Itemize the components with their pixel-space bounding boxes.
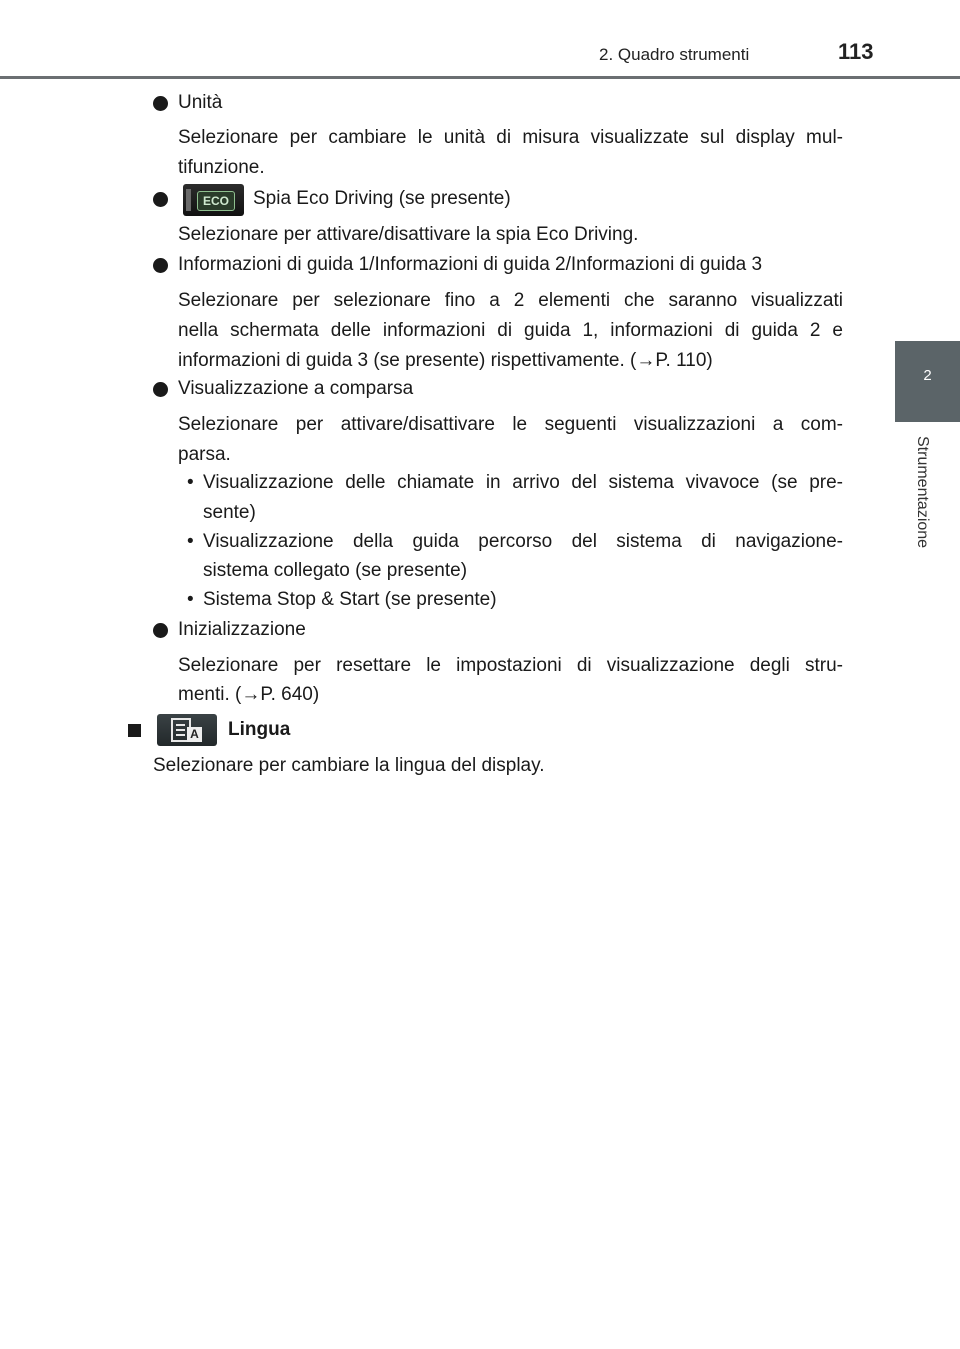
section-title-lingua: Lingua — [228, 719, 291, 740]
sub-bullet: • — [187, 531, 194, 552]
item-desc-unita — [178, 123, 843, 153]
item-desc-init — [178, 651, 843, 681]
sub-line: Visualizzazione delle chiamate in arrivo del sistema vivavoce (se pre- — [203, 472, 843, 493]
language-icon-letter: A — [187, 727, 202, 742]
sub-line: sente) — [203, 502, 256, 523]
bullet-icon — [153, 258, 168, 273]
sub-item-text: Sistema Stop & Start (se presente) — [203, 589, 497, 610]
section-desc-lingua: Selezionare per cambiare la lingua del display. — [153, 755, 545, 776]
sub-line: Visualizzazione della guida percorso del sistema di navigazione- — [203, 531, 843, 552]
section-title: 2. Quadro strumenti — [599, 45, 750, 64]
chapter-label-text: Strumentazione — [914, 436, 931, 549]
item-desc-info — [178, 286, 843, 346]
desc-line: nella schermata delle informazioni di guida 1, informazioni di guida 2 e — [178, 320, 843, 341]
item-title-eco: Spia Eco Driving (se presente) — [253, 188, 511, 209]
item-desc-eco: Selezionare per attivare/disattivare la spia Eco Driving. — [178, 224, 639, 245]
sub-item-text — [203, 468, 843, 498]
eco-icon-badge: ECO — [197, 191, 235, 211]
chapter-tab — [895, 341, 960, 422]
sub-item-text — [203, 527, 843, 557]
sub-line: sistema collegato (se presente) — [203, 560, 468, 581]
desc-line: Selezionare per attivare/disattivare le seguenti visualizzazioni a com- — [178, 414, 843, 435]
chapter-number: 2 — [923, 367, 932, 384]
desc-line: Selezionare per cambiare le unità di misura visualizzate sul display mul- — [178, 127, 843, 148]
desc-line: tifunzione. — [178, 157, 265, 178]
eco-icon-stripe — [186, 189, 191, 211]
sub-bullet: • — [187, 589, 194, 610]
page-number: 113 — [838, 39, 874, 64]
chapter-label — [913, 436, 933, 566]
item-title-popup: Visualizzazione a comparsa — [178, 378, 414, 399]
desc-line: informazioni di guida 3 (se presente) rispettivamente. (→P. 110) — [178, 350, 713, 371]
header-divider — [0, 76, 960, 79]
bullet-icon — [153, 192, 168, 207]
item-desc-popup — [178, 410, 843, 440]
desc-line: Selezionare per selezionare fino a 2 elementi che saranno visualizzati — [178, 290, 843, 311]
bullet-icon — [153, 382, 168, 397]
desc-line: parsa. — [178, 444, 231, 465]
desc-line: menti. (→P. 640) — [178, 684, 320, 705]
item-title-init: Inizializzazione — [178, 619, 306, 640]
bullet-icon — [153, 96, 168, 111]
item-title-unita: Unità — [178, 92, 223, 113]
eco-driving-icon — [183, 184, 244, 216]
bullet-icon — [153, 623, 168, 638]
language-icon — [157, 714, 217, 746]
desc-line: Selezionare per resettare le impostazioni di visualizzazione degli stru- — [178, 655, 843, 676]
item-title-info: Informazioni di guida 1/Informazioni di guida 2/Informazioni di guida 3 — [178, 254, 763, 275]
section-square-icon — [128, 724, 141, 737]
sub-bullet: • — [187, 472, 194, 493]
